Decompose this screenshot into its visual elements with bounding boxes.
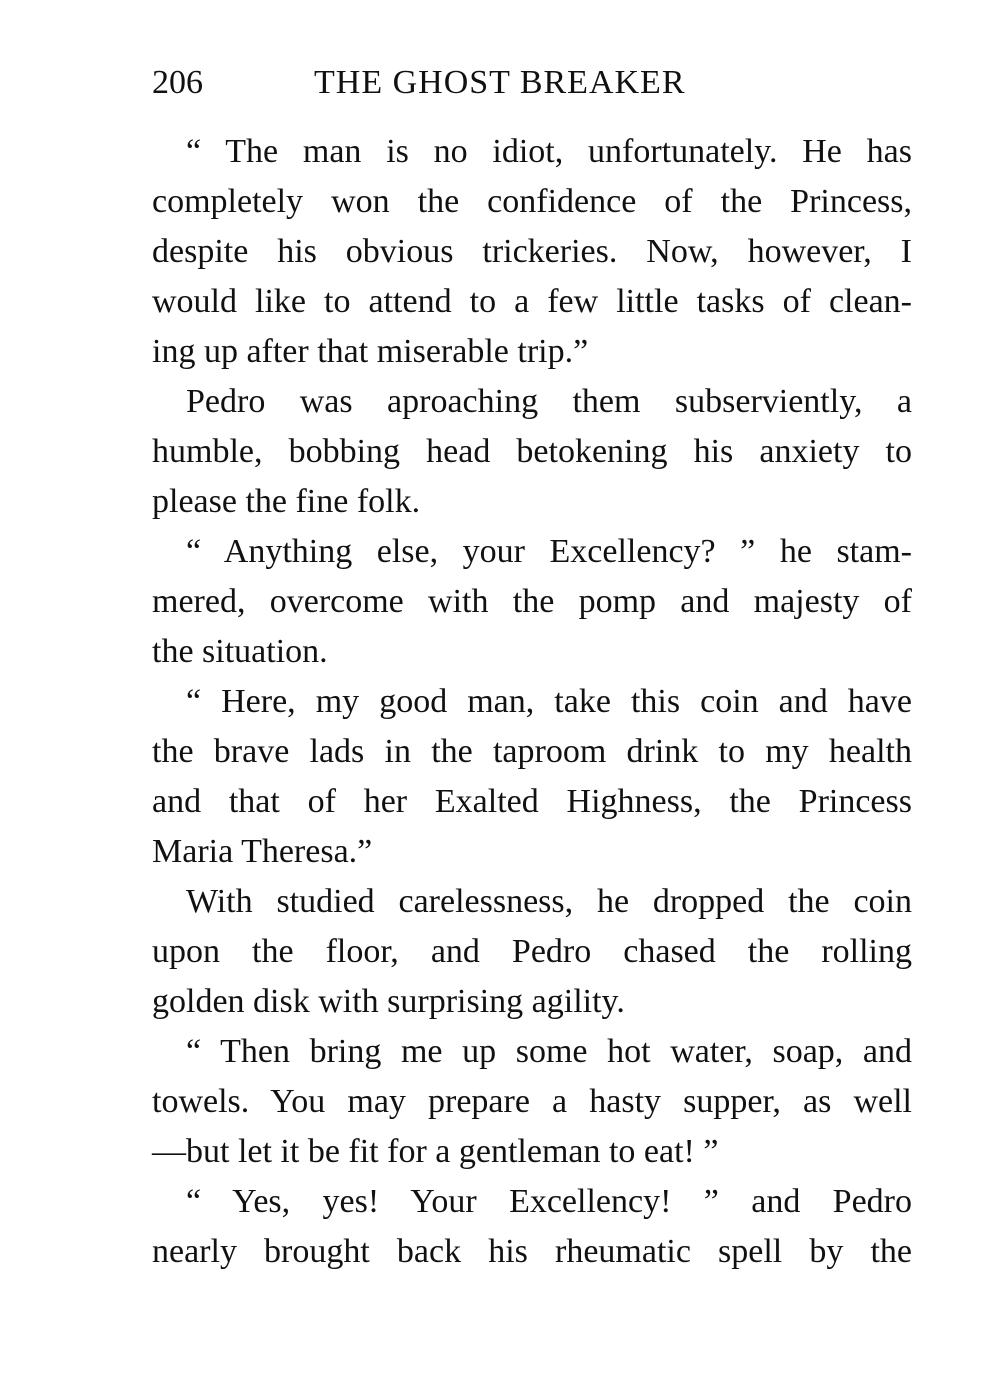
text-line: nearly brought back his rheumatic spell by the: [152, 1233, 912, 1270]
page-header: [152, 58, 912, 108]
text-line: “ The man is no idiot, unfortunately. He has: [186, 133, 912, 170]
body-text: [152, 127, 912, 1277]
text-line: With studied carelessness, he dropped the coin: [186, 883, 912, 920]
text-line: Pedro was aproaching them subserviently, a: [186, 383, 912, 420]
text-line: “ Anything else, your Excellency? ” he stam-: [186, 533, 912, 570]
page-number: 206: [152, 64, 203, 101]
text-line: “ Yes, yes! Your Excellency! ” and Pedro: [186, 1183, 912, 1220]
text-line: “ Here, my good man, take this coin and have: [186, 683, 912, 720]
text-line: the brave lads in the taproom drink to my health: [152, 733, 912, 770]
text-line: mered, overcome with the pomp and majesty of: [152, 583, 912, 620]
text-line: completely won the confidence of the Princess,: [152, 183, 912, 220]
running-title: THE GHOST BREAKER: [314, 64, 686, 101]
text-line: please the fine folk.: [152, 483, 421, 520]
text-line: would like to attend to a few little tasks of clean-: [152, 283, 912, 320]
text-line: Maria Theresa.”: [152, 833, 373, 870]
text-line: towels. You may prepare a hasty supper, as well: [152, 1083, 912, 1120]
text-line: ing up after that miserable trip.”: [152, 333, 589, 370]
text-line: —but let it be fit for a gentleman to eat! ”: [152, 1133, 719, 1170]
text-line: humble, bobbing head betokening his anxiety to: [152, 433, 912, 470]
text-line: golden disk with surprising agility.: [152, 983, 625, 1020]
text-line: and that of her Exalted Highness, the Princess: [152, 783, 912, 820]
text-line: despite his obvious trickeries. Now, however, I: [152, 233, 912, 270]
text-line: upon the floor, and Pedro chased the rolling: [152, 933, 912, 970]
text-line: the situation.: [152, 633, 328, 670]
text-line: “ Then bring me up some hot water, soap, and: [186, 1033, 912, 1070]
